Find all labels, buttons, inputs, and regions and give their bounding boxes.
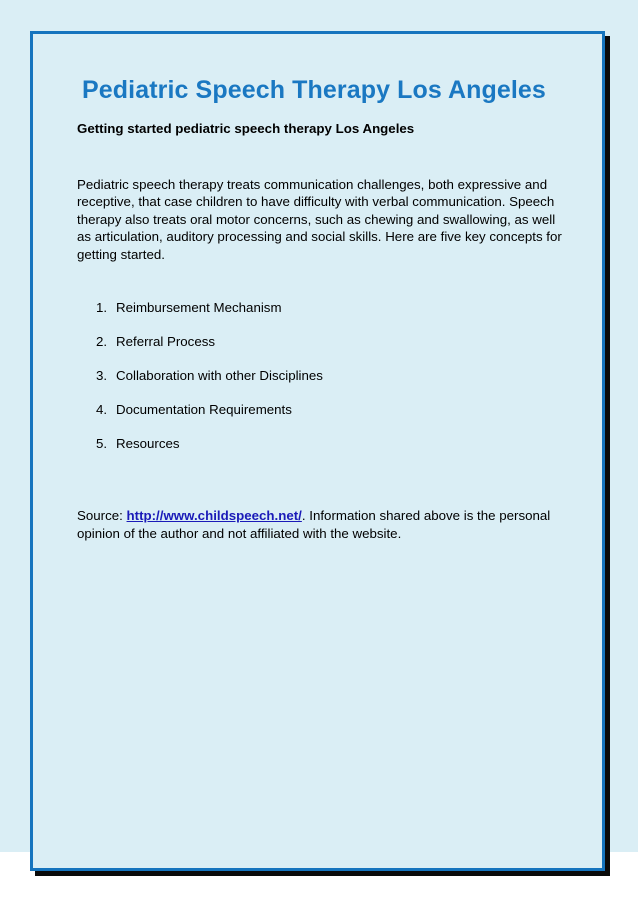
source-paragraph bbox=[77, 507, 557, 542]
source-prefix: Source: bbox=[77, 508, 127, 523]
list-item-number: 5. bbox=[96, 436, 108, 451]
page-title: Pediatric Speech Therapy Los Angeles bbox=[82, 76, 546, 104]
intro-paragraph: Pediatric speech therapy treats communication challenges, both expressive and receptive, that case children to have difficulty with verbal communication. Speech therapy also treats oral motor concerns, such as chewing and swallowing, as well as articulation, auditory processing and social skills. Here are five key concepts for getting started. bbox=[77, 177, 562, 262]
list-item-number: 1. bbox=[96, 300, 108, 315]
source-link[interactable]: http://www.childspeech.net/ bbox=[126, 508, 302, 523]
list-item-text: Documentation Requirements bbox=[116, 402, 292, 417]
list-item-number: 3. bbox=[96, 368, 108, 383]
list-item-text: Reimbursement Mechanism bbox=[116, 300, 282, 315]
list-item-number: 2. bbox=[96, 334, 108, 349]
list-item-text: Referral Process bbox=[116, 334, 216, 349]
source-suffix: . Information shared above is the personal opinion of the author and not affiliated with the website. bbox=[77, 508, 551, 541]
list-item-number: 4. bbox=[96, 402, 108, 417]
list-item-text: Collaboration with other Disciplines bbox=[116, 368, 323, 383]
list-item-text: Resources bbox=[116, 436, 180, 451]
subtitle: Getting started pediatric speech therapy Los Angeles bbox=[77, 121, 415, 136]
